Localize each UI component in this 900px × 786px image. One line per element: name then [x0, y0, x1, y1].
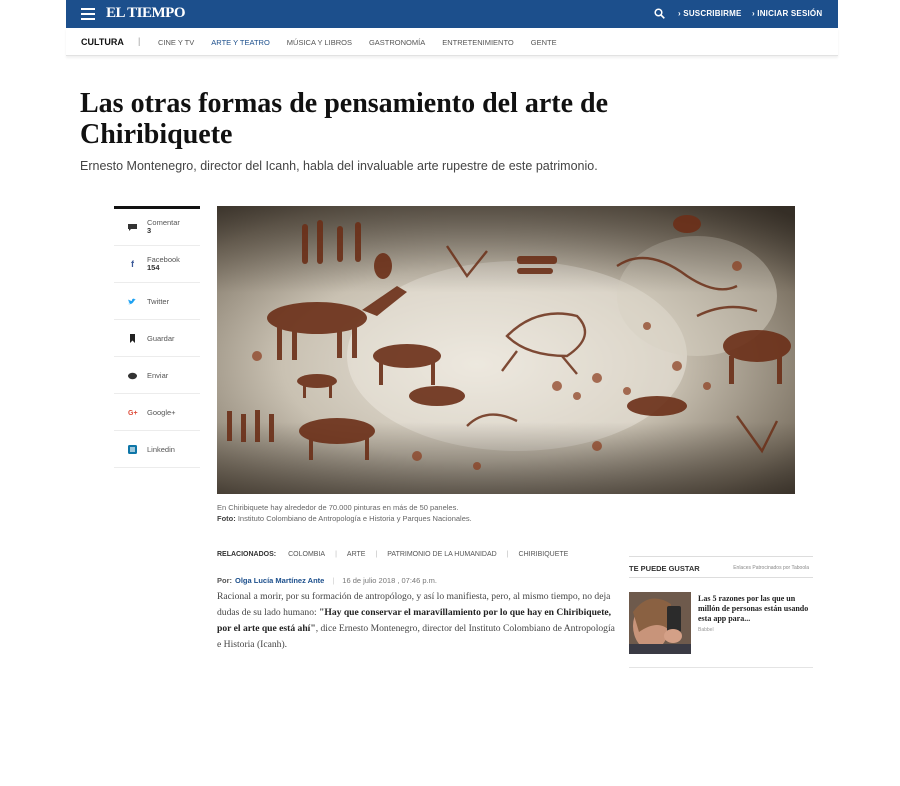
publish-date: 16 de julio 2018 , 07:46 p.m.: [342, 576, 437, 585]
recommendation-card[interactable]: [629, 592, 813, 668]
share-label-text: Guardar: [147, 334, 175, 343]
facebook-icon: f: [131, 259, 134, 269]
linkedin-icon: [128, 445, 137, 454]
share-facebook-button[interactable]: [114, 246, 200, 283]
caption-text: En Chiribiquete hay alrededor de 70.000 pinturas en más de 50 paneles.: [217, 503, 459, 512]
article-body: [217, 589, 617, 653]
section-nav-item-gastronomía[interactable]: GASTRONOMÍA: [368, 38, 426, 47]
section-nav-item-cine-y-tv[interactable]: CINE Y TV: [158, 38, 195, 47]
share-label-text: Facebook: [147, 255, 180, 264]
photo-credit-line: [217, 513, 472, 524]
top-bar: [66, 0, 838, 28]
recommendations-title: TE PUEDE GUSTAR: [629, 564, 700, 573]
share-label: [147, 335, 175, 343]
recommendation-thumbnail[interactable]: [629, 592, 691, 654]
share-label-text: Comentar: [147, 218, 180, 227]
bookmark-icon: [128, 334, 137, 343]
share-label: [147, 298, 169, 306]
related-tag[interactable]: ARTE: [346, 551, 366, 558]
login-link[interactable]: › INICIAR SESIÓN: [752, 9, 823, 18]
share-label-text: Enviar: [147, 371, 169, 380]
section-nav: [66, 28, 838, 56]
related-title: RELACIONADOS:: [217, 551, 277, 558]
body-quote: "Hay que conservar el maravillamiento por lo que hay en Chiribiquete, por el arte que está ahí": [217, 607, 612, 634]
byline: [217, 576, 437, 585]
mail-icon: [128, 371, 137, 380]
body-part-2: , dice Ernesto Montenegro, director del Instituto Colombiano de Antropología e Historia (Icanh).: [217, 623, 615, 650]
related-separator: |: [375, 551, 378, 558]
share-label-text: Google+: [147, 408, 176, 417]
section-title[interactable]: CULTURA: [81, 37, 124, 47]
section-nav-item-gente[interactable]: GENTE: [530, 38, 557, 47]
share-twitter-button[interactable]: [114, 283, 200, 320]
recommendation-source: Babbel: [698, 627, 714, 633]
photo-credit: Instituto Colombiano de Antropología e Historia y Parques Nacionales.: [237, 514, 472, 523]
share-label-text: Linkedin: [147, 445, 175, 454]
share-label: [147, 409, 176, 417]
article-photo[interactable]: [217, 206, 795, 494]
subscribe-link[interactable]: › SUSCRIBIRME: [678, 9, 742, 18]
photo-caption: [217, 502, 472, 524]
share-comentar-button[interactable]: [114, 209, 200, 246]
author-link[interactable]: Olga Lucía Martínez Ante: [235, 576, 325, 585]
body-part-1: Racional a morir, por su formación de antropólogo, y así lo manifiesta, pero, al mismo tiempo, no deja dudas de su lado humano:: [217, 591, 611, 618]
related-tag[interactable]: PATRIMONIO DE LA HUMANIDAD: [387, 551, 497, 558]
googleplus-icon: G+: [128, 410, 138, 417]
twitter-icon: [128, 297, 137, 306]
byline-separator: |: [332, 576, 335, 585]
related-tag[interactable]: COLOMBIA: [288, 551, 326, 558]
byline-prefix: Por:: [217, 576, 232, 585]
share-label-text: Twitter: [147, 297, 170, 306]
related-tag[interactable]: CHIRIBIQUETE: [518, 551, 569, 558]
recommendation-title[interactable]: Las 5 razones por las que un millón de personas están usando esta app para...: [698, 594, 809, 623]
section-nav-item-arte-y-teatro[interactable]: ARTE Y TEATRO: [211, 38, 270, 47]
share-label: [147, 256, 180, 272]
share-label: [147, 372, 168, 380]
related-tags: [217, 551, 578, 558]
related-separator: |: [506, 551, 509, 558]
search-icon[interactable]: [654, 8, 665, 19]
share-enviar-button[interactable]: [114, 357, 200, 394]
person-with-phone-image: [629, 592, 691, 654]
share-label: [147, 446, 175, 454]
photo-credit-label: Foto:: [217, 514, 236, 523]
section-nav-item-entretenimiento[interactable]: ENTRETENIMIENTO: [442, 38, 514, 47]
cave-painting-image: [217, 206, 795, 494]
share-count: 3: [147, 226, 152, 235]
share-count: 154: [147, 263, 160, 272]
section-nav-item-música-y-libros[interactable]: MÚSICA Y LIBROS: [286, 38, 352, 47]
section-nav-list: [158, 38, 557, 47]
share-guardar-button[interactable]: [114, 320, 200, 357]
share-linkedin-button[interactable]: [114, 431, 200, 468]
recommendations-header: [629, 556, 813, 578]
site-logo[interactable]: EL TIEMPO: [106, 5, 185, 21]
comment-icon: [128, 223, 137, 232]
sponsored-label[interactable]: Enlaces Patrocinados por Taboola: [733, 565, 809, 571]
share-google-button[interactable]: [114, 394, 200, 431]
section-separator: |: [138, 36, 141, 46]
article-headline: Las otras formas de pensamiento del arte de Chiribiquete: [80, 88, 609, 150]
menu-icon[interactable]: [81, 8, 95, 20]
related-separator: |: [335, 551, 337, 558]
article-deck: Ernesto Montenegro, director del Icanh, habla del invaluable arte rupestre de este patrimonio.: [80, 159, 598, 173]
share-sidebar: [114, 206, 200, 468]
share-label: [147, 219, 180, 235]
